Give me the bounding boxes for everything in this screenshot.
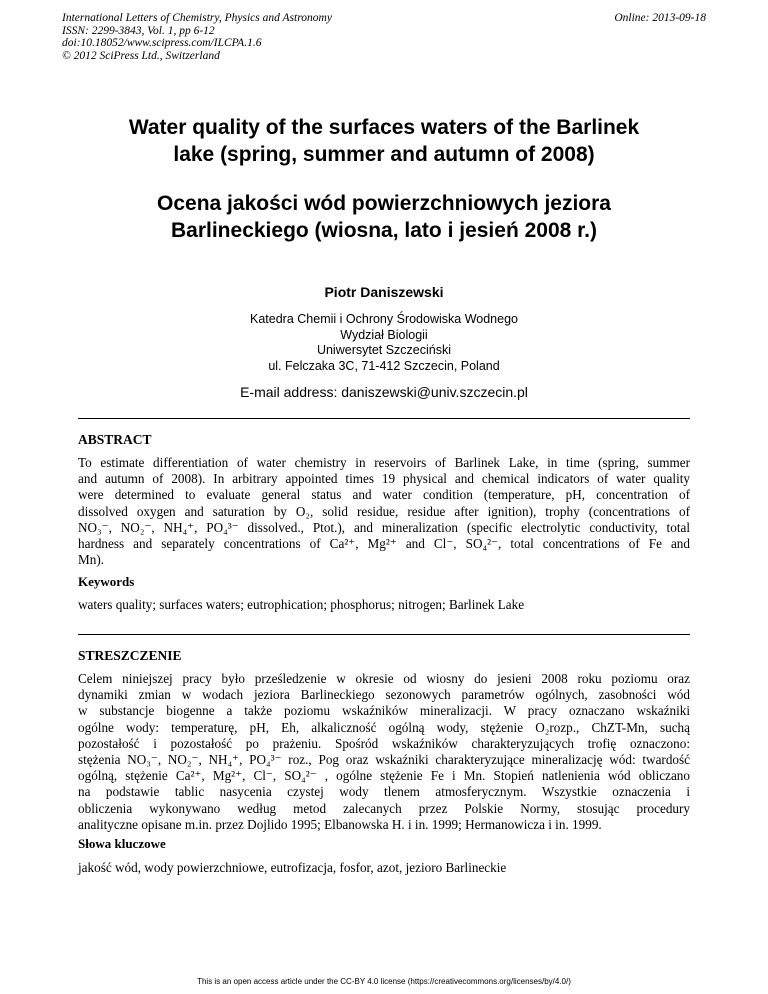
slowa-kluczowe-heading: Słowa kluczowe	[78, 836, 166, 851]
online-date: Online: 2013-09-18	[614, 12, 706, 24]
affiliation-line: Wydział Biologii	[340, 327, 428, 342]
journal-header	[62, 12, 332, 62]
abstract-line: hardness and separately concentrations of Ca²⁺, Mg²⁺ and Cl⁻, SO₄²⁻, total concentrations of Fe and	[78, 536, 690, 552]
keywords-text: waters quality; surfaces waters; eutrophication; phosphorus; nitrogen; Barlinek Lake	[78, 597, 525, 612]
title-polish	[62, 190, 706, 244]
affiliation-line: ul. Felczaka 3C, 71-412 Szczecin, Poland	[268, 358, 500, 373]
abstract-line: and autumn of 2008). In arbitrary appointed times 19 physical and chemical indicators of water quality	[78, 471, 690, 487]
affiliation-line: Uniwersytet Szczeciński	[316, 343, 452, 358]
streszczenie-line: Celem niniejszej pracy było prześledzenie w okresie od wiosny do jesieni 2008 roku poziomu oraz	[78, 671, 690, 686]
streszczenie-line: stężenia NO₃⁻, NO₂⁻, NH₄⁺, PO₄³⁻ roz., Pog oraz wskaźniki charakteryzujące mineralizację wód: twardość	[78, 752, 690, 768]
divider	[78, 634, 690, 635]
divider	[78, 418, 690, 419]
streszczenie-heading: STRESZCZENIE	[78, 648, 182, 663]
abstract-line: dissolved oxygen and saturation by O₂, solid residue, residue after ignition), trophy (concentrations of	[78, 503, 690, 519]
title-english	[62, 114, 706, 168]
streszczenie-line: w substancje biogenne a także poziomu wskaźników mineralizacji. W pracy oznaczano wskaźniki	[78, 703, 690, 719]
abstract-body	[78, 455, 690, 568]
title-english-line-1: Water quality of the surfaces waters of the Barlinek	[128, 116, 640, 139]
keywords-heading: Keywords	[78, 574, 135, 589]
streszczenie-line: pozostałość i pozostałość po prażeniu. Spośród wskaźników charakteryzujących trofię oznaczono:	[78, 735, 690, 751]
streszczenie-line: ogólne wody: temperaturę, pH, Eh, alkaliczność ogólną wody, stężenie O₂rozp., ChZT-Mn, suchą	[78, 719, 690, 735]
license-footer: This is an open access article under the CC-BY 4.0 license (https://creativecommons.org/licenses/by/4.0/)	[197, 977, 571, 986]
abstract-line: NO₃⁻, NO₂⁻, NH₄⁺, PO₄³⁻ dissolved., Ptot.), and mineralization (specific electrolytic conductivity, total	[78, 519, 690, 535]
abstract-line: Mn).	[78, 552, 105, 568]
title-polish-line-1: Ocena jakości wód powierzchniowych jeziora	[157, 192, 611, 215]
streszczenie-line: dynamiki zmian w wodach jeziora Barlineckiego sezonowych parametrów ogólnych, zasobności wód	[78, 687, 690, 703]
author-name: Piotr Daniszewski	[324, 284, 444, 300]
issn-line: ISSN: 2299-3843, Vol. 1, pp 6-12	[62, 24, 215, 37]
doi-line: doi:10.18052/www.scipress.com/ILCPA.1.6	[62, 37, 262, 49]
title-polish-line-2: Barlineckiego (wiosna, lato i jesień 2008 r.)	[171, 219, 597, 242]
abstract-line: To estimate differentiation of water chemistry in reservoirs of Barlinek Lake, in time (spring, summer	[78, 455, 690, 470]
streszczenie-line: analityczne opisane m.in. przez Dojlido 1995; Elbanowska H. i in. 1999; Hermanowicza i in. 1999.	[78, 816, 602, 832]
journal-name: International Letters of Chemistry, Physics and Astronomy	[62, 12, 332, 24]
affiliation-line: Katedra Chemii i Ochrony Środowiska Wodnego	[250, 312, 518, 326]
abstract-line: were determined to evaluate general status and water condition (temperature, pH, concentration of	[78, 487, 690, 503]
streszczenie-line: na podstawie tablic nasycenia czystej wody tlenem atmosferycznym. Wszystkie oznaczenia i	[78, 784, 690, 800]
affiliation	[62, 312, 706, 374]
streszczenie-body	[78, 671, 690, 833]
copyright-line: © 2012 SciPress Ltd., Switzerland	[62, 49, 220, 62]
slowa-kluczowe-text: jakość wód, wody powierzchniowe, eutrofizacja, fosfor, azot, jezioro Barlineckie	[78, 860, 507, 875]
title-english-line-2: lake (spring, summer and autumn of 2008)	[173, 143, 595, 166]
streszczenie-line: ogólną, stężenie Ca²⁺, Mg²⁺, Cl⁻, SO₄²⁻ , ogólne stężenie Fe i Mn. Stopień natlenienia wód obliczano	[78, 768, 690, 784]
author-email: E-mail address: daniszewski@univ.szczecin.pl	[240, 384, 528, 400]
streszczenie-line: obliczenia wykonywano według metod zalecanych przez Polskie Normy, stosując procedury	[78, 800, 690, 816]
abstract-heading: ABSTRACT	[78, 432, 152, 447]
